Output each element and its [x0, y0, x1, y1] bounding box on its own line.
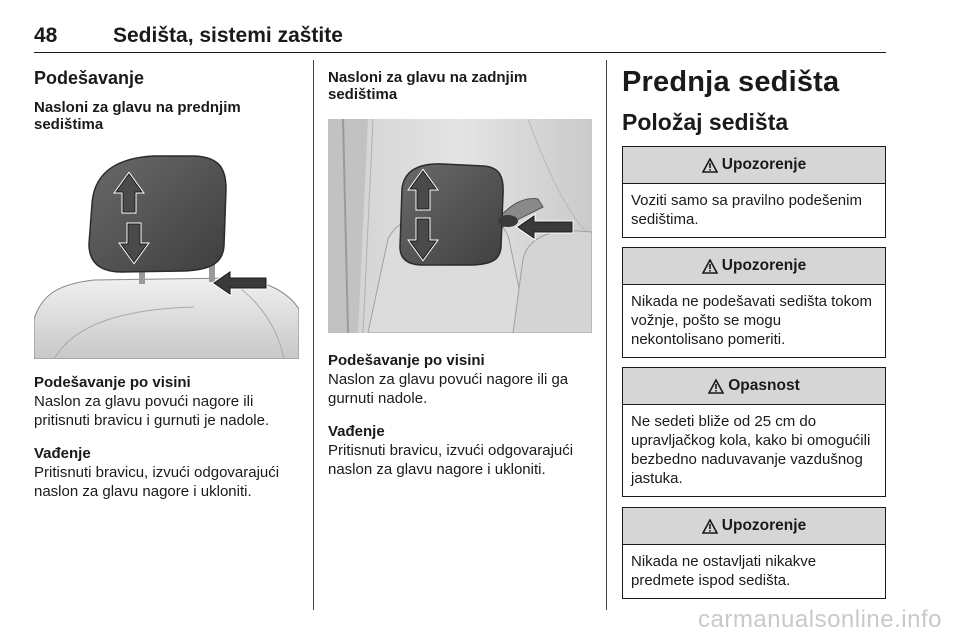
column-divider [606, 60, 607, 610]
warning-title: Upozorenje [721, 257, 807, 274]
paragraph-text: Pritisnuti bravicu, izvući odgovarajući naslon za glavu nagore i ukloniti. [328, 442, 574, 478]
warning-triangle-icon [702, 259, 718, 274]
removal-block [34, 444, 299, 501]
paragraph-label: Vađenje [328, 423, 385, 440]
column-rear-headrests [328, 60, 592, 479]
page-header [34, 22, 886, 53]
danger-box [622, 367, 886, 497]
warning-triangle-icon [708, 379, 724, 394]
column-divider [313, 60, 314, 610]
warning-text: Nikada ne podešavati sedišta tokom vožnje, pošto se mogu nekontolisano pomeriti. [631, 293, 872, 348]
warning-header [623, 248, 885, 285]
height-adjust-block [328, 351, 592, 408]
warning-title: Upozorenje [721, 156, 807, 173]
warning-text: Nikada ne ostavljati nikakve predmete ispod sedišta. [631, 553, 817, 589]
rear-headrest-illustration [328, 119, 592, 333]
warning-title: Upozorenje [721, 517, 807, 534]
warning-box [622, 146, 886, 238]
warning-header [623, 368, 885, 405]
paragraph-text: Naslon za glavu povući nagore ili pritisnuti bravicu i gurnuti je nadole. [34, 393, 270, 429]
warning-triangle-icon [702, 519, 718, 534]
subsection-title: Položaj sedišta [622, 109, 789, 135]
paragraph-text: Naslon za glavu povući nagore ili ga gurnuti nadole. [328, 371, 569, 407]
paragraph-label: Podešavanje po visini [328, 352, 485, 369]
section-title: Prednja sedišta [622, 66, 840, 98]
warning-box [622, 507, 886, 599]
chapter-title: Sedišta, sistemi zaštite [113, 24, 343, 47]
paragraph-label: Podešavanje po visini [34, 374, 191, 391]
page-number: 48 [34, 24, 58, 47]
warning-text: Voziti samo sa pravilno podešenim sedištima. [631, 192, 862, 228]
watermark: carmanualsonline.info [698, 606, 942, 633]
subsection-title: Nasloni za glavu na prednjim sedištima [34, 99, 241, 133]
column-front-seats [622, 60, 886, 599]
warning-header [623, 147, 885, 184]
height-adjust-block [34, 373, 299, 430]
column-front-headrests [34, 60, 299, 501]
warning-text: Ne sedeti bliže od 25 cm do upravljačkog kola, kako bi omogućili bezbedno naduvavanje vazdušnog jastuka. [631, 413, 871, 487]
front-headrest-illustration [34, 144, 299, 359]
removal-block [328, 422, 592, 479]
warning-box [622, 247, 886, 358]
subsection-title: Nasloni za glavu na zadnjim sedištima [328, 69, 528, 103]
section-title: Podešavanje [34, 68, 145, 88]
paragraph-text: Pritisnuti bravicu, izvući odgovarajući naslon za glavu nagore i ukloniti. [34, 464, 280, 500]
warning-triangle-icon [702, 158, 718, 173]
warning-title: Opasnost [728, 377, 800, 394]
paragraph-label: Vađenje [34, 445, 91, 462]
warning-header [623, 508, 885, 545]
